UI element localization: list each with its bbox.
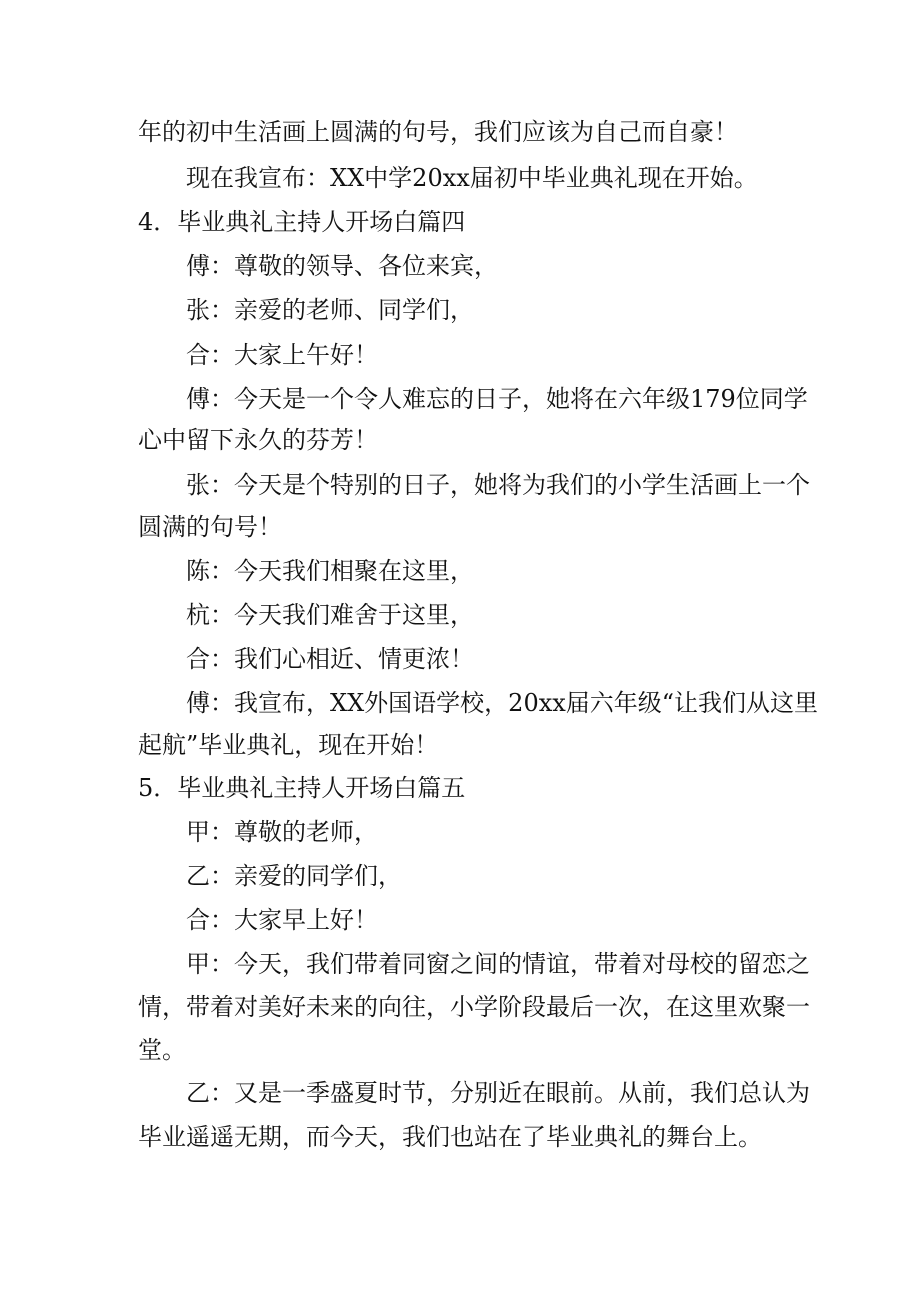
paragraph-line: 张：今天是个特别的日子，她将为我们的小学生活画上一个 (186, 471, 810, 499)
paragraph-line: 甲：尊敬的老师， (186, 818, 378, 846)
section-heading: 4．毕业典礼主持人开场白篇四 (138, 208, 466, 236)
paragraph-line: 甲：今天，我们带着同窗之间的情谊，带着对母校的留恋之 (186, 950, 810, 978)
paragraph-line: 合：大家上午好！ (186, 341, 378, 369)
paragraph-line: 心中留下永久的芬芳！ (138, 426, 378, 454)
paragraph-line: 圆满的句号！ (138, 513, 282, 541)
paragraph-line: 傅：尊敬的领导、各位来宾， (186, 252, 498, 280)
paragraph-line: 乙：亲爱的同学们， (186, 862, 402, 890)
paragraph-line: 合：我们心相近、情更浓！ (186, 645, 474, 673)
paragraph-line: 傅：我宣布，XX外国语学校，20xx届六年级“让我们从这里 (186, 689, 819, 717)
paragraph-line: 起航”毕业典礼，现在开始！ (138, 731, 439, 759)
paragraph-line: 乙：又是一季盛夏时节，分别近在眼前。从前，我们总认为 (186, 1079, 810, 1107)
paragraph-line: 年的初中生活画上圆满的句号，我们应该为自己而自豪！ (138, 118, 738, 146)
paragraph-line: 杭：今天我们难舍于这里， (186, 601, 474, 629)
paragraph-line: 现在我宣布：XX中学20xx届初中毕业典礼现在开始。 (186, 164, 758, 192)
paragraph-line: 堂。 (138, 1036, 186, 1064)
paragraph-line: 陈：今天我们相聚在这里， (186, 557, 474, 585)
section-heading: 5．毕业典礼主持人开场白篇五 (138, 774, 466, 802)
paragraph-line: 情，带着对美好未来的向往，小学阶段最后一次，在这里欢聚一 (138, 993, 810, 1021)
paragraph-line: 毕业遥遥无期，而今天，我们也站在了毕业典礼的舞台上。 (138, 1123, 762, 1151)
paragraph-line: 张：亲爱的老师、同学们， (186, 296, 474, 324)
paragraph-line: 傅：今天是一个令人难忘的日子，她将在六年级179位同学 (186, 385, 808, 413)
paragraph-line: 合：大家早上好！ (186, 906, 378, 934)
